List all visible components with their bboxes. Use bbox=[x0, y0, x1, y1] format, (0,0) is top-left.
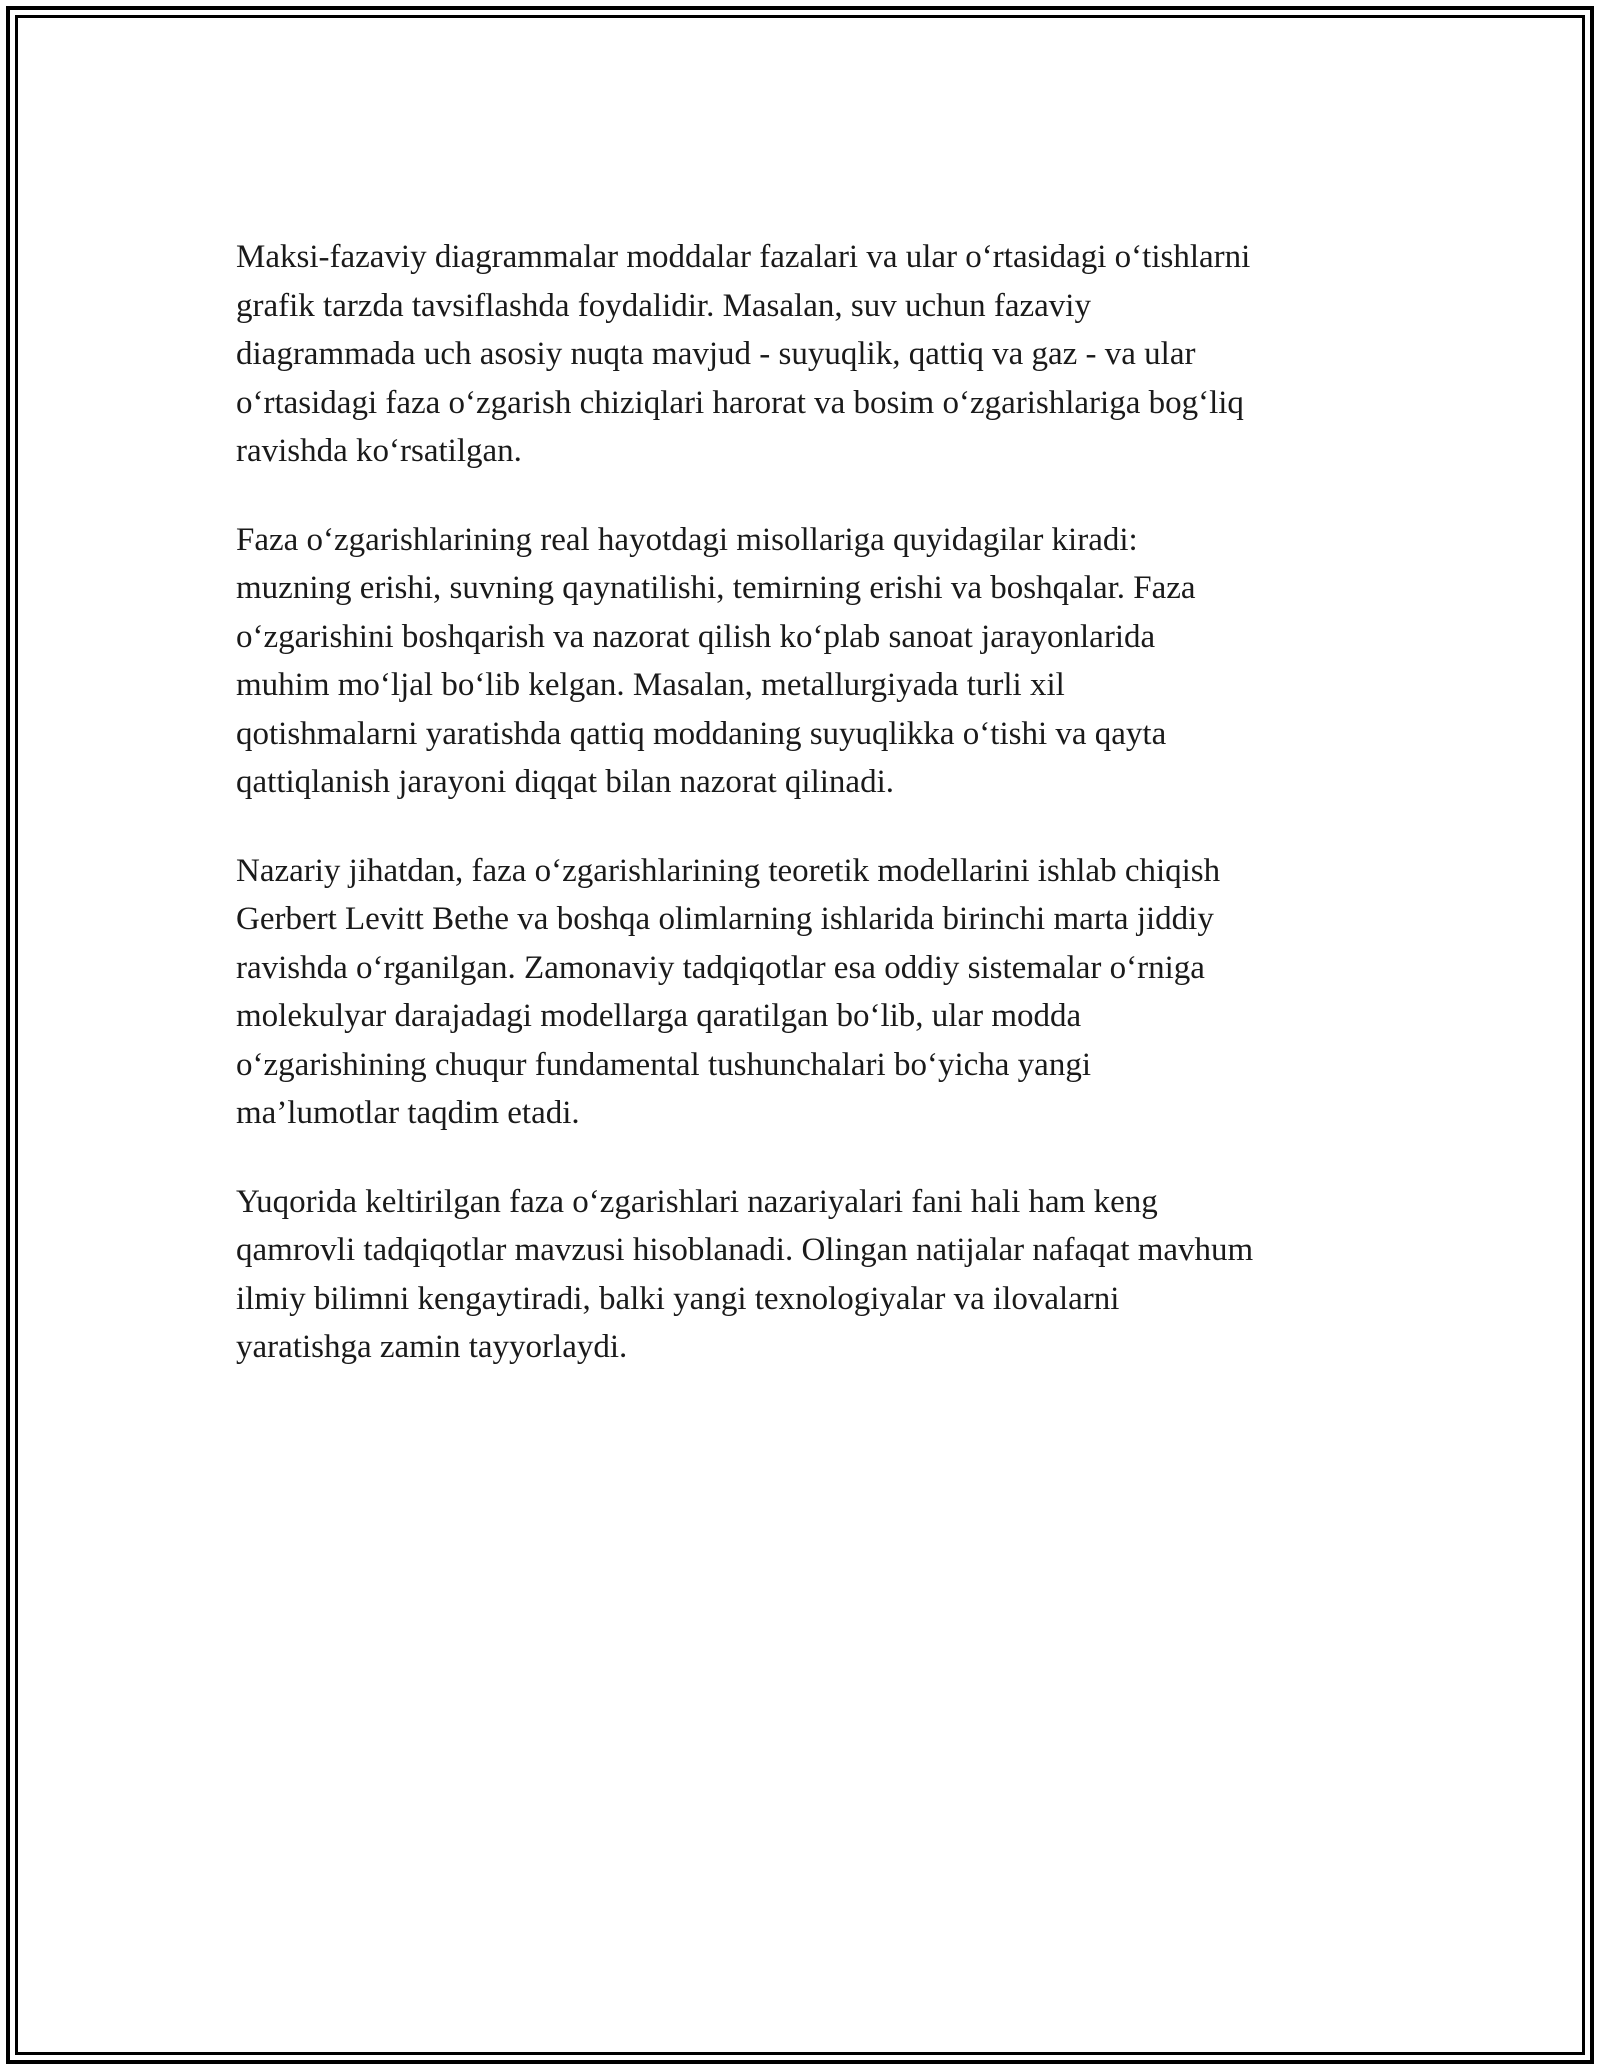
text-line: o‘rtasidagi faza o‘zgarish chiziqlari harorat va bosim o‘zgarishlariga bog‘liq bbox=[236, 384, 1244, 421]
text-line: Yuqorida keltirilgan faza o‘zgarishlari nazariyalari fani hali ham keng bbox=[236, 1183, 1158, 1220]
text-line: Nazariy jihatdan, faza o‘zgarishlarining teoretik modellarini ishlab chiqish bbox=[236, 852, 1221, 889]
text-line: ilmiy bilimni kengaytiradi, balki yangi texnologiyalar va ilovalarni bbox=[236, 1280, 1120, 1317]
text-line: muhim mo‘ljal bo‘lib kelgan. Masalan, metallurgiyada turli xil bbox=[236, 667, 1065, 703]
text-line: ma’lumotlar taqdim etadi. bbox=[236, 1095, 580, 1131]
paragraph-conclusion bbox=[236, 1178, 1376, 1372]
text-line: o‘zgarishini boshqarish va nazorat qilish ko‘plab sanoat jarayonlarida bbox=[236, 618, 1156, 655]
text-line: ravishda ko‘rsatilgan. bbox=[236, 433, 522, 469]
text-line: Faza o‘zgarishlarining real hayotdagi misollariga quyidagilar kiradi: bbox=[236, 521, 1138, 558]
text-line: qamrovli tadqiqotlar mavzusi hisoblanadi. Olingan natijalar nafaqat mavhum bbox=[236, 1232, 1254, 1268]
text-line: molekulyar darajadagi modellarga qaratilgan bo‘lib, ular modda bbox=[236, 998, 1082, 1034]
text-line: muzning erishi, suvning qaynatilishi, temirning erishi va boshqalar. Faza bbox=[236, 570, 1196, 606]
text-line: qotishmalarni yaratishda qattiq moddaning suyuqlikka o‘tishi va qayta bbox=[236, 715, 1167, 752]
paragraph-real-life-examples bbox=[236, 516, 1376, 807]
text-line: Maksi-fazaviy diagrammalar moddalar fazalari va ular o‘rtasidagi o‘tishlarni bbox=[236, 239, 1251, 275]
text-line: o‘zgarishining chuqur fundamental tushunchalari bo‘yicha yangi bbox=[236, 1046, 1091, 1083]
text-line: Gerbert Levitt Bethe va boshqa olimlarning ishlarida birinchi marta jiddiy bbox=[236, 901, 1214, 937]
text-line: ravishda o‘rganilgan. Zamonaviy tadqiqotlar esa oddiy sistemalar o‘rniga bbox=[236, 949, 1205, 986]
text-line: yaratishga zamin tayyorlaydi. bbox=[236, 1329, 628, 1365]
text-line: grafik tarzda tavsiflashda foydalidir. Masalan, suv uchun fazaviy bbox=[236, 287, 1091, 324]
document-body bbox=[236, 233, 1376, 1412]
text-line: diagrammada uch asosiy nuqta mavjud - suyuqlik, qattiq va gaz - va ular bbox=[236, 336, 1196, 372]
paragraph-theoretical-models bbox=[236, 847, 1376, 1138]
paragraph-phase-diagrams bbox=[236, 233, 1376, 476]
text-line: qattiqlanish jarayoni diqqat bilan nazorat qilinadi. bbox=[236, 764, 894, 800]
